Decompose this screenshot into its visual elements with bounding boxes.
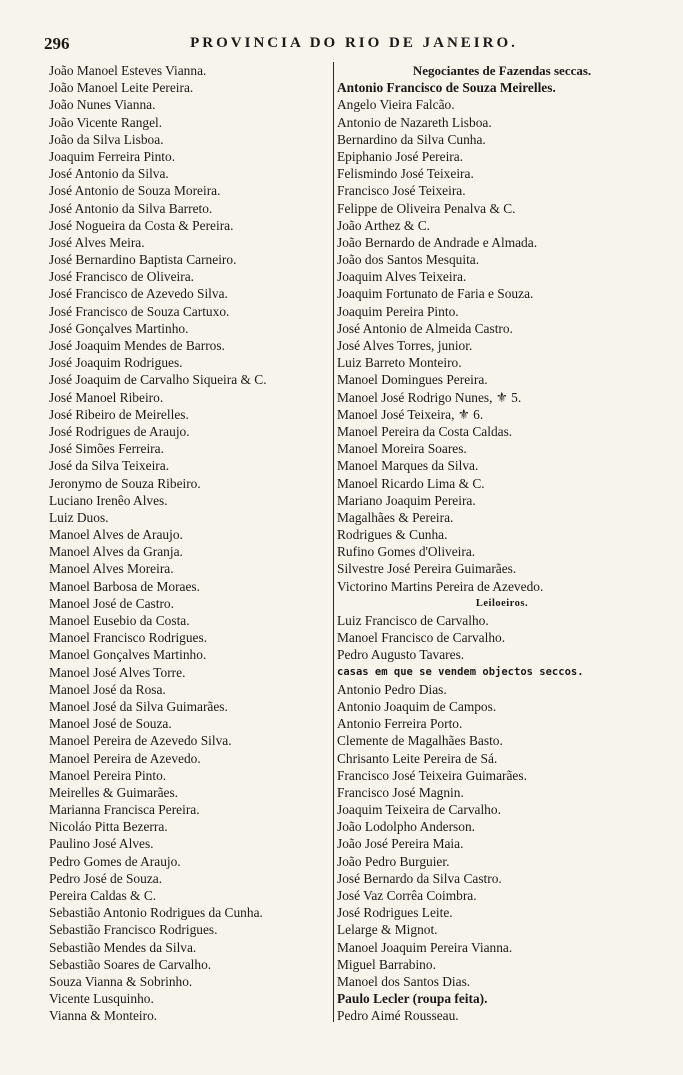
list-item: Pedro Gomes de Araujo. bbox=[49, 853, 181, 869]
list-item: José da Silva Teixeira. bbox=[49, 458, 170, 474]
list-item: Manoel Eusebio da Costa. bbox=[49, 613, 190, 628]
list-item: José Manoel Ribeiro. bbox=[49, 389, 164, 405]
list-item: Joaquim Pereira Pinto. bbox=[337, 303, 459, 319]
list-item: João da Silva Lisboa. bbox=[49, 131, 164, 147]
list-item: Pedro Aimé Rousseau. bbox=[337, 1008, 459, 1024]
list-item: João Manoel Leite Pereira. bbox=[49, 80, 194, 96]
list-item: Chrisanto Leite Pereira de Sá. bbox=[337, 750, 498, 766]
section-subheading: casas em que se vendem objectos seccos. bbox=[337, 665, 584, 678]
list-item: Manoel Francisco Rodrigues. bbox=[49, 630, 208, 646]
list-item: Manoel Gonçalves Martinho. bbox=[49, 647, 207, 663]
list-item: José Bernardo da Silva Castro. bbox=[337, 870, 502, 886]
list-item: Manoel Pereira Pinto. bbox=[49, 767, 167, 783]
list-item: Bernardino da Silva Cunha. bbox=[337, 131, 486, 147]
list-item: José Ribeiro de Meirelles. bbox=[49, 406, 189, 422]
list-item: Paulino José Alves. bbox=[49, 836, 154, 852]
list-item: Rodrigues & Cunha. bbox=[337, 527, 448, 543]
list-item: Angelo Vieira Falcão. bbox=[337, 97, 455, 113]
list-item: Felismindo José Teixeira. bbox=[337, 166, 474, 182]
list-item: Souza Vianna & Sobrinho. bbox=[49, 973, 193, 989]
list-item: Francisco José Magnin. bbox=[337, 784, 464, 800]
list-item: Vicente Lusquinho. bbox=[49, 991, 154, 1007]
list-item: Joaquim Teixeira de Carvalho. bbox=[337, 802, 501, 818]
left-column bbox=[49, 62, 331, 1025]
list-item: Antonio Francisco de Souza Meirelles. bbox=[337, 80, 556, 96]
list-item: Manoel Joaquim Pereira Vianna. bbox=[337, 939, 513, 955]
list-item: Francisco José Teixeira. bbox=[337, 183, 466, 199]
list-item: Felippe de Oliveira Penalva & C. bbox=[337, 200, 516, 216]
column-divider bbox=[333, 62, 334, 1022]
list-item: Luciano Irenêo Alves. bbox=[49, 492, 168, 508]
list-item: Manoel Alves Moreira. bbox=[49, 561, 174, 577]
list-item: José Antonio da Silva. bbox=[49, 166, 169, 182]
list-item: João José Pereira Maia. bbox=[337, 836, 464, 852]
list-item: Jeronymo de Souza Ribeiro. bbox=[49, 475, 201, 491]
list-item: José Antonio de Almeida Castro. bbox=[337, 320, 513, 336]
list-item: José Nogueira da Costa & Pereira. bbox=[49, 217, 234, 233]
list-item: José Francisco de Azevedo Silva. bbox=[49, 286, 228, 302]
list-item: Joaquim Ferreira Pinto. bbox=[49, 148, 176, 164]
list-item: Manoel José Teixeira, ⚜ 6. bbox=[337, 406, 484, 422]
list-item: Marianna Francisca Pereira. bbox=[49, 802, 200, 818]
list-item: Pedro José de Souza. bbox=[49, 870, 163, 886]
list-item: Sebastião Soares de Carvalho. bbox=[49, 956, 212, 972]
list-item: José Francisco de Oliveira. bbox=[49, 269, 195, 285]
list-item: Manoel Ricardo Lima & C. bbox=[337, 475, 485, 491]
list-item: Francisco José Teixeira Guimarães. bbox=[337, 767, 527, 783]
list-item: Manoel José Rodrigo Nunes, ⚜ 5. bbox=[337, 389, 522, 405]
page-header bbox=[44, 34, 644, 58]
page-title: PROVINCIA DO RIO DE JANEIRO. bbox=[190, 35, 518, 51]
list-item: Joaquim Alves Teixeira. bbox=[337, 269, 467, 285]
list-item: Paulo Lecler (roupa feita). bbox=[337, 991, 488, 1007]
list-item: Pereira Caldas & C. bbox=[49, 888, 157, 903]
list-item: Meirelles & Guimarães. bbox=[49, 784, 179, 800]
list-item: José Rodrigues de Araujo. bbox=[49, 423, 190, 439]
list-item: Manoel Marques da Silva. bbox=[337, 458, 479, 474]
list-item: Luiz Francisco de Carvalho. bbox=[337, 613, 489, 628]
list-item: Victorino Martins Pereira de Azevedo. bbox=[337, 578, 544, 594]
list-item: Miguel Barrabino. bbox=[337, 956, 436, 972]
list-item: João Manoel Esteves Vianna. bbox=[49, 63, 207, 78]
list-item: Antonio Pedro Dias. bbox=[337, 681, 447, 697]
list-item: João Lodolpho Anderson. bbox=[337, 819, 475, 835]
list-item: Magalhães & Pereira. bbox=[337, 509, 454, 525]
list-item: José Joaquim de Carvalho Siqueira & C. bbox=[49, 372, 267, 388]
list-item: Joaquim Fortunato de Faria e Souza. bbox=[337, 286, 534, 302]
list-item: Vianna & Monteiro. bbox=[49, 1008, 158, 1024]
list-item: José Francisco de Souza Cartuxo. bbox=[49, 303, 230, 319]
list-item: Nicoláo Pitta Bezerra. bbox=[49, 819, 168, 835]
list-item: Manoel José Alves Torre. bbox=[49, 664, 186, 680]
list-item: Sebastião Francisco Rodrigues. bbox=[49, 922, 218, 938]
list-item: Manoel José de Souza. bbox=[49, 716, 172, 732]
list-item: Lelarge & Mignot. bbox=[337, 922, 438, 938]
list-item: Manoel Domingues Pereira. bbox=[337, 372, 488, 388]
list-item: José Vaz Corrêa Coimbra. bbox=[337, 888, 477, 903]
section-heading: Leiloeiros. bbox=[475, 597, 529, 609]
list-item: Sebastião Antonio Rodrigues da Cunha. bbox=[49, 905, 263, 921]
list-item: João Nunes Vianna. bbox=[49, 97, 156, 113]
list-item: José Rodrigues Leite. bbox=[337, 905, 453, 921]
list-item: José Antonio de Souza Moreira. bbox=[49, 183, 221, 199]
list-item: José Simões Ferreira. bbox=[49, 441, 164, 457]
section-heading: Negociantes de Fazendas seccas. bbox=[412, 63, 592, 78]
list-item: Silvestre José Pereira Guimarães. bbox=[337, 561, 517, 577]
list-item: João Arthez & C. bbox=[337, 217, 430, 233]
list-item: José Gonçalves Martinho. bbox=[49, 320, 189, 336]
list-item: Rufino Gomes d'Oliveira. bbox=[337, 544, 476, 560]
right-column bbox=[337, 62, 667, 1025]
list-item: João dos Santos Mesquita. bbox=[337, 252, 480, 268]
list-item: Manoel Pereira da Costa Caldas. bbox=[337, 423, 513, 439]
list-item: Manoel dos Santos Dias. bbox=[337, 973, 471, 989]
list-item: José Alves Torres, junior. bbox=[337, 338, 473, 353]
list-item: João Vicente Rangel. bbox=[49, 114, 163, 130]
list-item: José Bernardino Baptista Carneiro. bbox=[49, 252, 237, 268]
list-item: Manoel Alves da Granja. bbox=[49, 544, 183, 560]
list-item: Epiphanio José Pereira. bbox=[337, 148, 464, 164]
page-number: 296 bbox=[44, 34, 70, 53]
list-item: José Joaquim Mendes de Barros. bbox=[49, 338, 225, 353]
list-item: Manoel Moreira Soares. bbox=[337, 441, 467, 457]
list-item: Manoel Pereira de Azevedo Silva. bbox=[49, 733, 232, 749]
list-item: Manoel Pereira de Azevedo. bbox=[49, 750, 201, 766]
list-item: João Bernardo de Andrade e Almada. bbox=[337, 234, 538, 250]
list-item: Sebastião Mendes da Silva. bbox=[49, 939, 197, 955]
list-item: João Pedro Burguier. bbox=[337, 853, 450, 869]
list-item: José Alves Meira. bbox=[49, 234, 145, 250]
list-item: Antonio Joaquim de Campos. bbox=[337, 698, 497, 714]
list-item: Manoel José da Silva Guimarães. bbox=[49, 698, 228, 714]
list-item: Antonio de Nazareth Lisboa. bbox=[337, 114, 492, 130]
list-item: José Antonio da Silva Barreto. bbox=[49, 200, 213, 216]
list-item: Manoel Francisco de Carvalho. bbox=[337, 630, 506, 646]
list-item: Luiz Duos. bbox=[49, 509, 109, 525]
list-item: Manoel José da Rosa. bbox=[49, 681, 166, 697]
list-item: Manoel Alves de Araujo. bbox=[49, 527, 183, 543]
list-item: Antonio Ferreira Porto. bbox=[337, 716, 463, 732]
list-item: Manoel Barbosa de Moraes. bbox=[49, 578, 200, 594]
list-item: Mariano Joaquim Pereira. bbox=[337, 492, 476, 508]
list-item: José Joaquim Rodrigues. bbox=[49, 355, 183, 371]
list-item: Clemente de Magalhães Basto. bbox=[337, 733, 503, 749]
list-item: Luiz Barreto Monteiro. bbox=[337, 355, 462, 371]
list-item: Manoel José de Castro. bbox=[49, 595, 174, 611]
list-item: Pedro Augusto Tavares. bbox=[337, 647, 465, 663]
